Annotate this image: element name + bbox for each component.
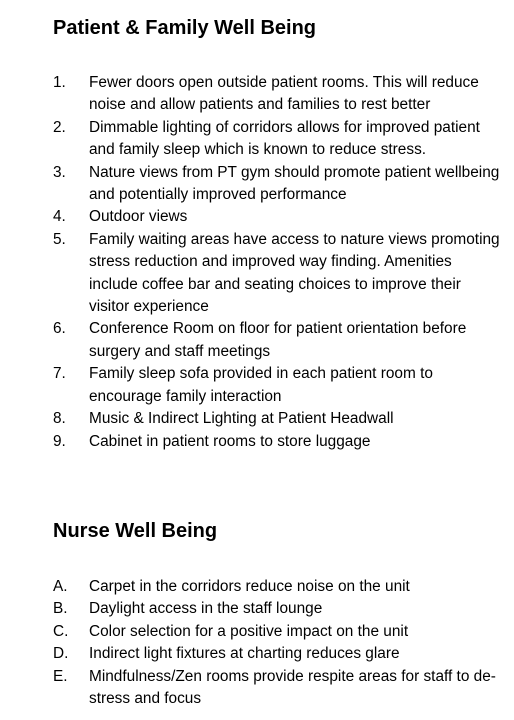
list-item-text: Family sleep sofa provided in each patient room to encourage family interaction bbox=[89, 365, 433, 405]
list-item-text: Mindfulness/Zen rooms provide respite areas for staff to de-stress and focus bbox=[89, 667, 496, 708]
list-item bbox=[53, 206, 503, 228]
list-item-text: Dimmable lighting of corridors allows for improved patient and family sleep which is known to reduce stress. bbox=[89, 118, 480, 159]
list-marker: 9. bbox=[53, 432, 66, 450]
list-marker: 5. bbox=[53, 230, 66, 248]
list-item bbox=[53, 621, 503, 643]
list-item bbox=[53, 576, 503, 598]
list-item bbox=[53, 162, 503, 207]
list-item bbox=[53, 598, 503, 620]
list-marker: B. bbox=[53, 600, 68, 618]
list-item bbox=[53, 72, 503, 117]
list-item bbox=[53, 408, 503, 430]
list-item-text: Family waiting areas have access to nature views promoting stress reduction and improved way finding. Amenities include coffee bar and seating choices to improve their visitor experience bbox=[89, 230, 500, 316]
list-item-text: Color selection for a positive impact on the unit bbox=[89, 622, 409, 640]
list-marker: 1. bbox=[53, 74, 66, 91]
list-item bbox=[53, 666, 503, 711]
list-marker: 8. bbox=[53, 410, 66, 428]
list-item bbox=[53, 318, 503, 363]
list-item-text: Nature views from PT gym should promote patient wellbeing and potentially improved performance bbox=[89, 163, 500, 204]
list-item-text: Fewer doors open outside patient rooms. This will reduce noise and allow patients and families to rest better bbox=[89, 74, 479, 114]
list-item bbox=[53, 363, 503, 408]
list-item bbox=[53, 117, 503, 162]
list-item bbox=[53, 643, 503, 665]
list-marker: 6. bbox=[53, 320, 66, 338]
list-marker: 7. bbox=[53, 365, 66, 383]
list-marker: 2. bbox=[53, 118, 66, 136]
list-marker: A. bbox=[53, 578, 68, 595]
section-heading-nurse: Nurse Well Being bbox=[53, 520, 218, 542]
nurse-list bbox=[53, 576, 503, 710]
list-item-text: Indirect light fixtures at charting reduces glare bbox=[89, 645, 400, 663]
list-item-text: Outdoor views bbox=[89, 208, 188, 226]
list-item-text: Conference Room on floor for patient orientation before surgery and staff meetings bbox=[89, 320, 467, 360]
list-item bbox=[53, 229, 503, 319]
list-item-text: Cabinet in patient rooms to store luggage bbox=[89, 432, 371, 450]
list-marker: C. bbox=[53, 622, 69, 640]
list-marker: E. bbox=[53, 667, 68, 685]
list-marker: D. bbox=[53, 645, 69, 663]
list-marker: 4. bbox=[53, 208, 66, 226]
section-heading-patient-family: Patient & Family Well Being bbox=[53, 17, 317, 39]
list-item-text: Carpet in the corridors reduce noise on the unit bbox=[89, 578, 410, 595]
list-item bbox=[53, 431, 503, 453]
list-item-text: Daylight access in the staff lounge bbox=[89, 600, 323, 618]
patient-family-list bbox=[53, 72, 503, 453]
list-item-text: Music & Indirect Lighting at Patient Headwall bbox=[89, 410, 394, 428]
list-marker: 3. bbox=[53, 163, 66, 181]
